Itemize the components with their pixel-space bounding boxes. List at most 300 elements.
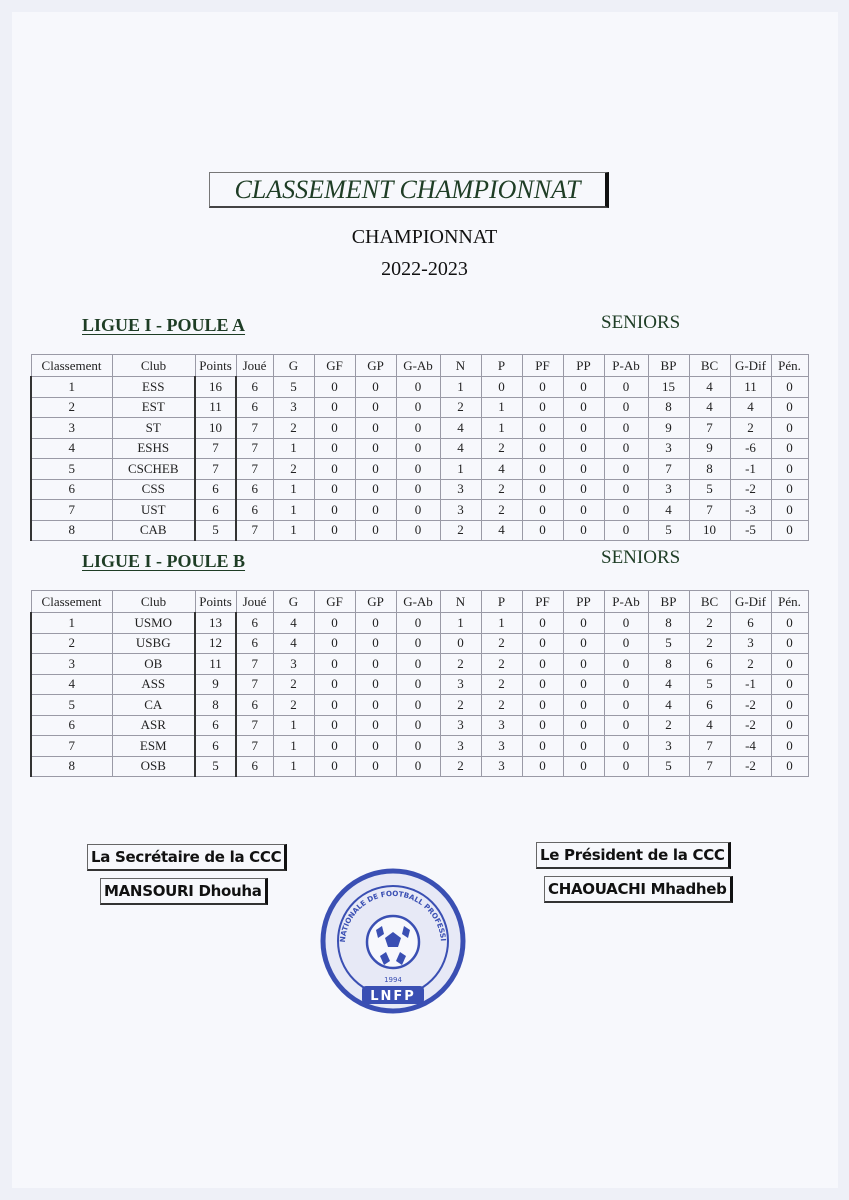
table-cell: 0 [355, 695, 396, 716]
table-cell: 0 [314, 377, 355, 398]
table-cell: OB [112, 654, 195, 675]
poule-b-category: SENIORS [601, 547, 681, 568]
column-header: PP [563, 591, 604, 613]
table-cell: 0 [396, 418, 440, 439]
table-cell: 0 [355, 397, 396, 418]
table-cell: 0 [604, 500, 648, 521]
table-cell: 7 [648, 459, 689, 480]
table-cell: 2 [273, 418, 314, 439]
table-cell: 4 [440, 438, 481, 459]
table-cell: ASR [112, 715, 195, 736]
table-cell: 0 [522, 520, 563, 541]
table-cell: 5 [648, 520, 689, 541]
table-cell: 4 [481, 459, 522, 480]
table-cell: 0 [355, 633, 396, 654]
table-cell: 6 [236, 500, 273, 521]
table-cell: 0 [355, 459, 396, 480]
table-row [31, 715, 808, 736]
table-cell: CAB [112, 520, 195, 541]
table-cell: 3 [648, 438, 689, 459]
table-cell: 4 [648, 500, 689, 521]
table-cell: -1 [730, 459, 771, 480]
table-cell: 5 [648, 756, 689, 777]
table-cell: 2 [481, 674, 522, 695]
table-cell: 8 [195, 695, 236, 716]
column-header: P [481, 355, 522, 377]
table-cell: 3 [481, 756, 522, 777]
table-cell: -2 [730, 695, 771, 716]
table-cell: 0 [604, 479, 648, 500]
table-cell: 0 [771, 377, 808, 398]
table-cell: 0 [563, 736, 604, 757]
table-cell: 2 [440, 397, 481, 418]
table-cell: 0 [604, 756, 648, 777]
column-header: GF [314, 355, 355, 377]
table-cell: 0 [522, 479, 563, 500]
table-cell: 3 [31, 418, 112, 439]
table-cell: 1 [481, 613, 522, 634]
table-row [31, 674, 808, 695]
table-row [31, 418, 808, 439]
table-cell: 4 [648, 674, 689, 695]
table-cell: 0 [563, 613, 604, 634]
page-title: CLASSEMENT CHAMPIONNAT [209, 172, 609, 208]
column-header: Classement [31, 591, 112, 613]
table-cell: 3 [440, 479, 481, 500]
table-row [31, 459, 808, 480]
table-cell: 0 [522, 633, 563, 654]
table-cell: 0 [604, 633, 648, 654]
table-cell: 0 [314, 756, 355, 777]
table-cell: 0 [522, 654, 563, 675]
table-cell: 0 [604, 397, 648, 418]
right-signature-name: CHAOUACHI Mhadheb [544, 876, 733, 903]
table-cell: 0 [314, 459, 355, 480]
table-cell: 0 [563, 479, 604, 500]
column-header: PF [522, 591, 563, 613]
table-cell: 5 [273, 377, 314, 398]
table-cell: 7 [689, 756, 730, 777]
column-header: G [273, 591, 314, 613]
table-cell: 3 [31, 654, 112, 675]
table-cell: 0 [396, 654, 440, 675]
table-cell: 0 [771, 479, 808, 500]
table-cell: 0 [440, 633, 481, 654]
table-cell: OSB [112, 756, 195, 777]
table-row [31, 633, 808, 654]
table-cell: 0 [355, 500, 396, 521]
table-cell: 8 [689, 459, 730, 480]
table-cell: 0 [522, 459, 563, 480]
table-cell: 3 [730, 633, 771, 654]
table-cell: 2 [273, 459, 314, 480]
left-signature-role: La Secrétaire de la CCC [87, 844, 287, 871]
table-cell: 5 [31, 695, 112, 716]
table-cell: CSS [112, 479, 195, 500]
table-cell: 5 [689, 479, 730, 500]
table-cell: 2 [440, 756, 481, 777]
table-cell: 3 [440, 715, 481, 736]
table-cell: 0 [604, 520, 648, 541]
table-cell: 7 [195, 459, 236, 480]
table-cell: 0 [314, 520, 355, 541]
table-row [31, 479, 808, 500]
table-cell: 1 [273, 736, 314, 757]
table-cell: 11 [195, 397, 236, 418]
table-row [31, 520, 808, 541]
table-cell: 0 [522, 613, 563, 634]
column-header: BC [689, 355, 730, 377]
table-cell: 6 [195, 736, 236, 757]
table-cell: 7 [236, 674, 273, 695]
table-cell: 6 [236, 633, 273, 654]
table-cell: 6 [31, 479, 112, 500]
table-cell: 0 [563, 459, 604, 480]
table-cell: 0 [522, 438, 563, 459]
table-cell: 7 [236, 438, 273, 459]
column-header: G [273, 355, 314, 377]
table-cell: 0 [396, 397, 440, 418]
table-cell: 1 [31, 613, 112, 634]
table-row [31, 613, 808, 634]
column-header: PF [522, 355, 563, 377]
table-cell: -1 [730, 674, 771, 695]
seal-year: 1994 [384, 976, 402, 984]
column-header: Pén. [771, 591, 808, 613]
table-cell: 0 [771, 500, 808, 521]
table-cell: 0 [771, 674, 808, 695]
table-cell: 7 [689, 418, 730, 439]
column-header: BC [689, 591, 730, 613]
table-cell: 3 [440, 500, 481, 521]
column-header: G-Dif [730, 591, 771, 613]
table-cell: 0 [522, 695, 563, 716]
table-cell: 1 [273, 520, 314, 541]
column-header: Points [195, 591, 236, 613]
table-cell: 0 [355, 756, 396, 777]
table-cell: 7 [236, 715, 273, 736]
table-cell: 0 [396, 736, 440, 757]
table-cell: 2 [730, 654, 771, 675]
left-signature-name: MANSOURI Dhouha [100, 878, 268, 905]
table-cell: 6 [195, 500, 236, 521]
table-row [31, 397, 808, 418]
table-cell: 1 [273, 500, 314, 521]
table-cell: 0 [314, 479, 355, 500]
table-cell: 4 [440, 418, 481, 439]
table-cell: 2 [481, 438, 522, 459]
table-cell: 0 [604, 438, 648, 459]
soccer-ball-seal-icon [318, 866, 468, 1021]
column-header: BP [648, 355, 689, 377]
table-cell: 4 [273, 633, 314, 654]
column-header: PP [563, 355, 604, 377]
table-cell: 7 [689, 736, 730, 757]
table-cell: 0 [563, 715, 604, 736]
column-header: GF [314, 591, 355, 613]
table-cell: 2 [689, 633, 730, 654]
table-cell: 6 [236, 695, 273, 716]
table-cell: 3 [273, 654, 314, 675]
table-cell: 0 [563, 397, 604, 418]
table-cell: 0 [396, 715, 440, 736]
table-cell: 6 [31, 715, 112, 736]
table-cell: 0 [771, 654, 808, 675]
table-cell: 0 [314, 397, 355, 418]
table-row [31, 654, 808, 675]
right-signature-role: Le Président de la CCC [536, 842, 731, 869]
table-cell: 0 [771, 715, 808, 736]
table-cell: 0 [314, 715, 355, 736]
table-cell: 2 [273, 695, 314, 716]
table-cell: ASS [112, 674, 195, 695]
table-cell: 0 [563, 500, 604, 521]
table-cell: 0 [355, 613, 396, 634]
table-cell: 0 [355, 736, 396, 757]
table-cell: 0 [314, 736, 355, 757]
table-cell: 1 [440, 377, 481, 398]
table-cell: 8 [31, 756, 112, 777]
column-header: N [440, 591, 481, 613]
table-cell: 0 [563, 756, 604, 777]
table-row [31, 756, 808, 777]
table-cell: 7 [236, 418, 273, 439]
column-header: Points [195, 355, 236, 377]
table-cell: 0 [396, 674, 440, 695]
table-cell: 7 [236, 459, 273, 480]
table-row [31, 736, 808, 757]
table-cell: 0 [563, 377, 604, 398]
table-cell: 0 [355, 674, 396, 695]
table-cell: 9 [195, 674, 236, 695]
table-cell: 0 [522, 500, 563, 521]
table-cell: 0 [604, 674, 648, 695]
column-header: P [481, 591, 522, 613]
table-cell: 0 [771, 613, 808, 634]
table-cell: 0 [604, 654, 648, 675]
table-cell: 12 [195, 633, 236, 654]
table-cell: 0 [522, 715, 563, 736]
table-cell: 0 [771, 438, 808, 459]
table-cell: -2 [730, 479, 771, 500]
table-cell: 0 [522, 397, 563, 418]
table-cell: 7 [31, 736, 112, 757]
table-cell: 0 [522, 377, 563, 398]
table-cell: 2 [273, 674, 314, 695]
column-header: BP [648, 591, 689, 613]
table-cell: 4 [689, 377, 730, 398]
table-cell: 5 [31, 459, 112, 480]
table-cell: ST [112, 418, 195, 439]
seal-acronym: LNFP [370, 989, 416, 1004]
table-cell: 0 [314, 695, 355, 716]
table-cell: 0 [771, 736, 808, 757]
table-cell: 0 [771, 418, 808, 439]
table-cell: 9 [648, 418, 689, 439]
table-cell: 4 [31, 438, 112, 459]
table-cell: 0 [314, 654, 355, 675]
table-cell: 8 [648, 397, 689, 418]
table-cell: 7 [195, 438, 236, 459]
table-cell: 8 [648, 613, 689, 634]
table-cell: 0 [604, 459, 648, 480]
table-header-row [31, 355, 808, 377]
table-cell: 4 [689, 715, 730, 736]
table-cell: 0 [314, 438, 355, 459]
table-cell: USMO [112, 613, 195, 634]
table-cell: -3 [730, 500, 771, 521]
table-cell: 6 [236, 479, 273, 500]
table-cell: 0 [355, 377, 396, 398]
table-cell: 1 [481, 397, 522, 418]
table-cell: 0 [563, 520, 604, 541]
column-header: P-Ab [604, 355, 648, 377]
table-cell: 0 [522, 736, 563, 757]
table-cell: 0 [396, 756, 440, 777]
table-cell: 0 [396, 438, 440, 459]
table-cell: 5 [648, 633, 689, 654]
table-cell: CA [112, 695, 195, 716]
table-cell: 1 [273, 715, 314, 736]
table-cell: 6 [689, 654, 730, 675]
seal-text: NATIONALE DE FOOTBALL PROFESSI [337, 888, 448, 943]
table-cell: 6 [689, 695, 730, 716]
poule-a-category: SENIORS [601, 312, 681, 333]
table-cell: 3 [440, 674, 481, 695]
column-header: Classement [31, 355, 112, 377]
table-cell: 0 [355, 438, 396, 459]
table-cell: 4 [730, 397, 771, 418]
column-header: Joué [236, 355, 273, 377]
table-cell: 7 [236, 736, 273, 757]
table-cell: 0 [355, 479, 396, 500]
table-cell: 8 [31, 520, 112, 541]
table-cell: 0 [396, 695, 440, 716]
table-cell: 0 [396, 377, 440, 398]
table-cell: 6 [236, 397, 273, 418]
subtitle: CHAMPIONNAT [351, 226, 498, 248]
table-header-row [31, 591, 808, 613]
table-cell: 15 [648, 377, 689, 398]
table-cell: 0 [314, 674, 355, 695]
column-header: Club [112, 591, 195, 613]
table-cell: 0 [604, 613, 648, 634]
table-cell: -6 [730, 438, 771, 459]
table-cell: 0 [396, 479, 440, 500]
table-cell: 0 [771, 633, 808, 654]
table-cell: 11 [195, 654, 236, 675]
table-cell: 0 [396, 633, 440, 654]
table-cell: ESS [112, 377, 195, 398]
table-cell: -2 [730, 756, 771, 777]
table-cell: 6 [236, 377, 273, 398]
table-cell: 0 [604, 736, 648, 757]
table-cell: 4 [689, 397, 730, 418]
table-cell: 0 [604, 695, 648, 716]
standings-table-poule-a [30, 354, 809, 541]
table-cell: 0 [604, 715, 648, 736]
table-cell: 3 [440, 736, 481, 757]
table-cell: 2 [440, 695, 481, 716]
table-cell: 1 [31, 377, 112, 398]
table-cell: 0 [522, 674, 563, 695]
table-cell: 2 [481, 500, 522, 521]
table-cell: 0 [396, 500, 440, 521]
table-cell: 1 [273, 479, 314, 500]
table-cell: 3 [273, 397, 314, 418]
table-cell: 2 [440, 520, 481, 541]
column-header: G-Dif [730, 355, 771, 377]
table-cell: CSCHEB [112, 459, 195, 480]
column-header: P-Ab [604, 591, 648, 613]
table-cell: 2 [689, 613, 730, 634]
table-cell: 0 [563, 654, 604, 675]
table-cell: 0 [563, 438, 604, 459]
table-cell: 3 [481, 715, 522, 736]
table-cell: 1 [273, 756, 314, 777]
table-cell: 0 [314, 613, 355, 634]
table-cell: 6 [236, 756, 273, 777]
table-cell: -2 [730, 715, 771, 736]
table-cell: 4 [31, 674, 112, 695]
table-cell: USBG [112, 633, 195, 654]
table-cell: 10 [195, 418, 236, 439]
table-cell: 0 [522, 418, 563, 439]
table-row [31, 377, 808, 398]
table-cell: ESM [112, 736, 195, 757]
table-cell: 13 [195, 613, 236, 634]
table-cell: 2 [31, 633, 112, 654]
column-header: Joué [236, 591, 273, 613]
table-cell: 0 [771, 397, 808, 418]
table-cell: 0 [604, 377, 648, 398]
table-cell: 0 [355, 418, 396, 439]
table-cell: 4 [481, 520, 522, 541]
table-cell: 0 [563, 674, 604, 695]
table-cell: -5 [730, 520, 771, 541]
table-cell: 2 [440, 654, 481, 675]
table-row [31, 500, 808, 521]
table-cell: -4 [730, 736, 771, 757]
table-cell: 4 [648, 695, 689, 716]
table-cell: 0 [563, 695, 604, 716]
table-cell: 2 [648, 715, 689, 736]
table-cell: 1 [440, 459, 481, 480]
poule-a-title: LIGUE I - POULE A [82, 315, 246, 335]
table-cell: 7 [236, 654, 273, 675]
table-cell: 0 [355, 715, 396, 736]
table-cell: 5 [195, 520, 236, 541]
table-cell: 0 [771, 459, 808, 480]
table-cell: 0 [771, 756, 808, 777]
table-cell: 2 [730, 418, 771, 439]
table-cell: 9 [689, 438, 730, 459]
table-cell: 1 [440, 613, 481, 634]
table-cell: 3 [648, 479, 689, 500]
table-cell: 0 [396, 459, 440, 480]
table-cell: 2 [481, 654, 522, 675]
table-cell: 2 [481, 695, 522, 716]
column-header: Pén. [771, 355, 808, 377]
table-cell: 1 [273, 438, 314, 459]
table-cell: 6 [236, 613, 273, 634]
table-cell: 7 [31, 500, 112, 521]
table-cell: 3 [648, 736, 689, 757]
table-row [31, 438, 808, 459]
table-cell: 0 [355, 520, 396, 541]
table-cell: 6 [195, 479, 236, 500]
table-cell: 0 [396, 520, 440, 541]
